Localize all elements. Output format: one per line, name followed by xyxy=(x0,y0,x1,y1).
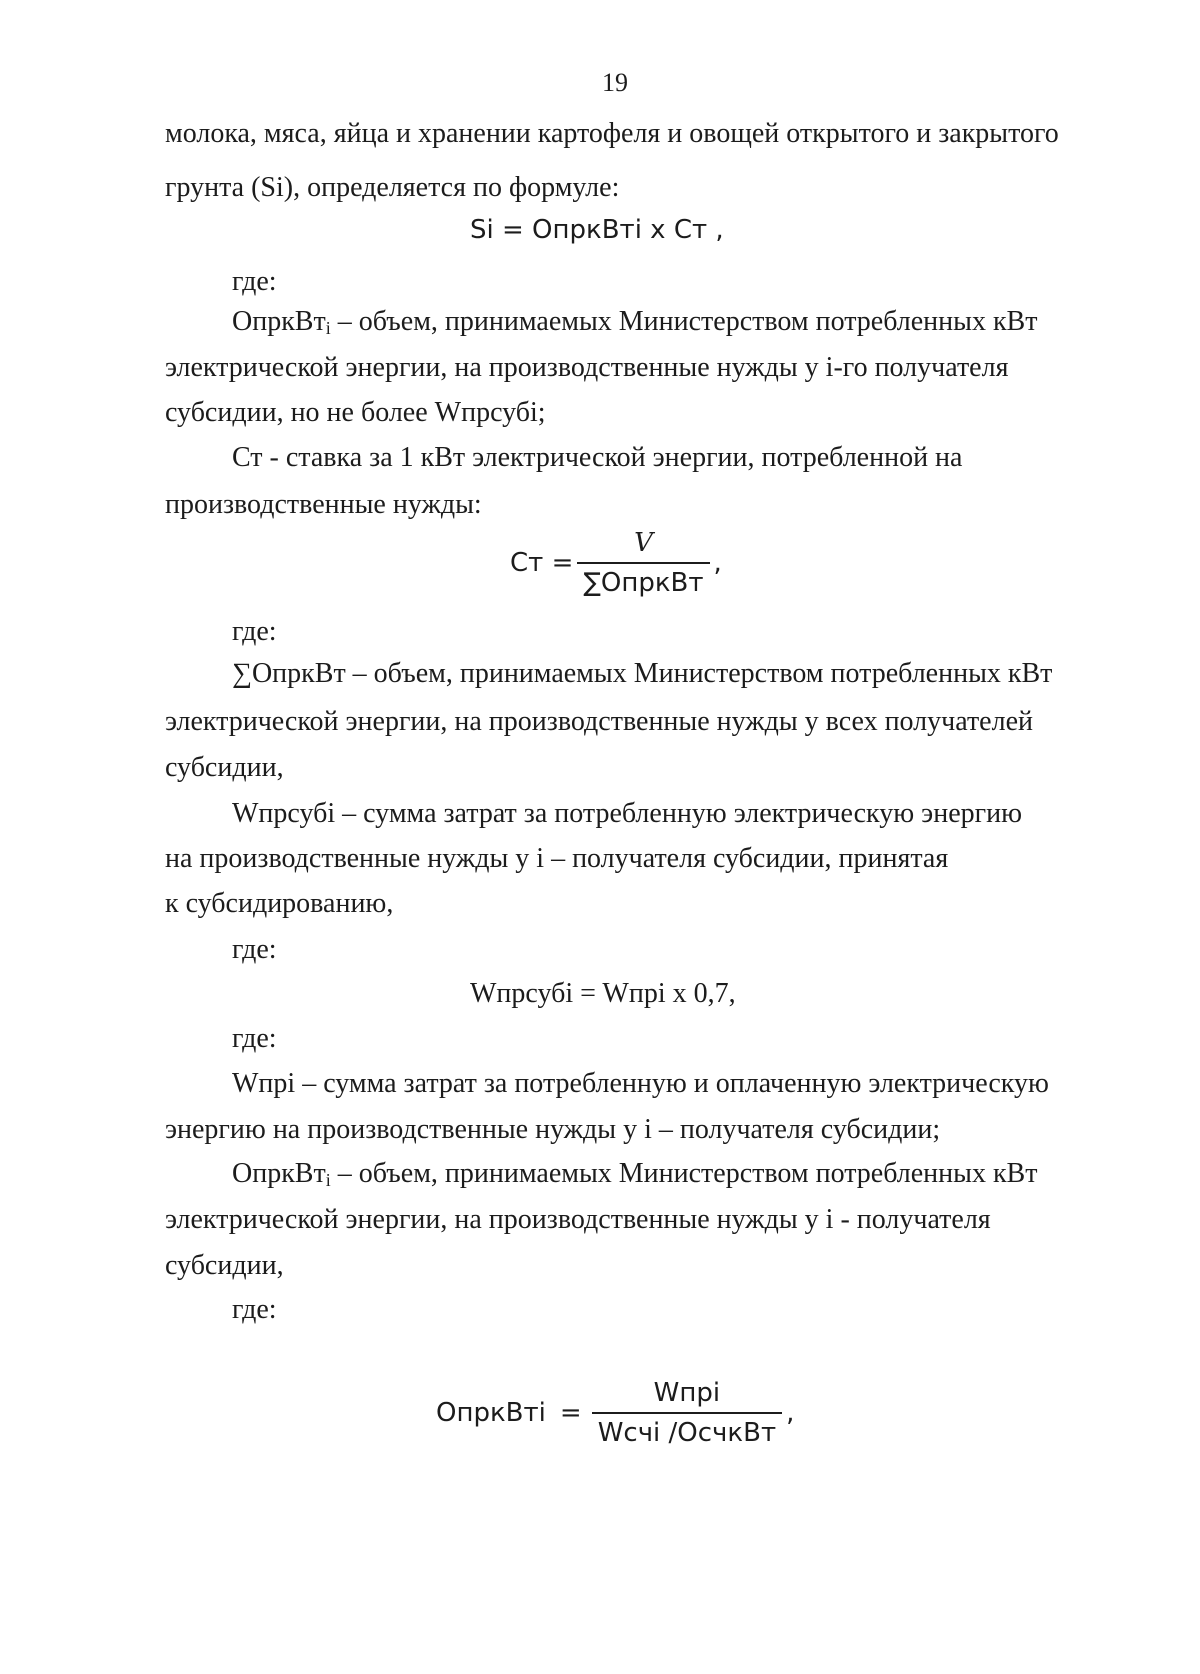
formula-oprkvt xyxy=(436,1378,794,1448)
paragraph-line: к субсидированию, xyxy=(165,888,394,919)
formula-st xyxy=(510,528,722,598)
definition-text: – объем, принимаемых Министерством потребленных кВт xyxy=(330,1158,1038,1189)
definition-oprkvt-2 xyxy=(232,1158,1037,1196)
term: ОпркВт xyxy=(232,1158,326,1189)
paragraph-line: Wпрi – сумма затрат за потребленную и оплаченную электрическую xyxy=(232,1068,1049,1099)
paragraph-line: электрической энергии, на производственные нужды у i - получателя xyxy=(165,1204,991,1235)
formula-lhs: Ст = xyxy=(510,548,574,578)
term-subscript: i xyxy=(325,1170,331,1190)
formula-si: Si = ОпркВтi х Ст , xyxy=(470,215,724,245)
paragraph-line: Wпрсубi – сумма затрат за потребленную электрическую энергию xyxy=(232,798,1023,829)
label-gde: где: xyxy=(232,1023,277,1054)
paragraph-line: на производственные нужды у i – получателя субсидии, принятая xyxy=(165,843,949,874)
paragraph-line: Ст - ставка за 1 кВт электрической энергии, потребленной на xyxy=(232,442,963,473)
label-gde: где: xyxy=(232,934,277,965)
paragraph-line: энергию на производственные нужды у i – получателя субсидии; xyxy=(165,1114,941,1145)
paragraph-line: молока, мяса, яйца и хранении картофеля и овощей открытого и закрытого xyxy=(165,118,1059,149)
formula-lhs: ОпркВтi xyxy=(436,1398,546,1428)
fraction-numerator: V xyxy=(634,528,653,558)
formula-tail: , xyxy=(713,548,722,578)
definition-text: – объем, принимаемых Министерством потребленных кВт xyxy=(330,306,1038,337)
label-gde: где: xyxy=(232,266,277,297)
fraction-denominator: ∑ОпркВт xyxy=(577,562,709,598)
paragraph-line: электрической энергии, на производственные нужды у i-го получателя xyxy=(165,352,1009,383)
fraction-denominator: Wсчi /ОсчкВт xyxy=(592,1412,782,1448)
fraction-numerator: Wпрi xyxy=(653,1378,721,1408)
definition-oprkvt xyxy=(232,306,1037,344)
formula-wprsub: Wпрсубi = Wпрi х 0,7, xyxy=(470,978,736,1009)
paragraph-line: электрической энергии, на производственные нужды у всех получателей xyxy=(165,706,1033,737)
fraction xyxy=(577,528,709,598)
term-subscript: i xyxy=(325,318,331,338)
paragraph-line: субсидии, но не более Wпрсубi; xyxy=(165,397,546,428)
page-number: 19 xyxy=(602,68,628,97)
paragraph-line: производственные нужды: xyxy=(165,489,482,520)
label-gde: где: xyxy=(232,616,277,647)
label-gde: где: xyxy=(232,1294,277,1325)
term: ОпркВт xyxy=(232,306,326,337)
formula-tail: , xyxy=(786,1398,795,1428)
paragraph-line: ∑ОпркВт – объем, принимаемых Министерством потребленных кВт xyxy=(232,658,1053,689)
paragraph-line: грунта (Si), определяется по формуле: xyxy=(165,172,620,203)
fraction xyxy=(592,1378,782,1448)
formula-equals: = xyxy=(559,1398,582,1428)
paragraph-line: субсидии, xyxy=(165,752,284,783)
paragraph-line: субсидии, xyxy=(165,1250,284,1281)
